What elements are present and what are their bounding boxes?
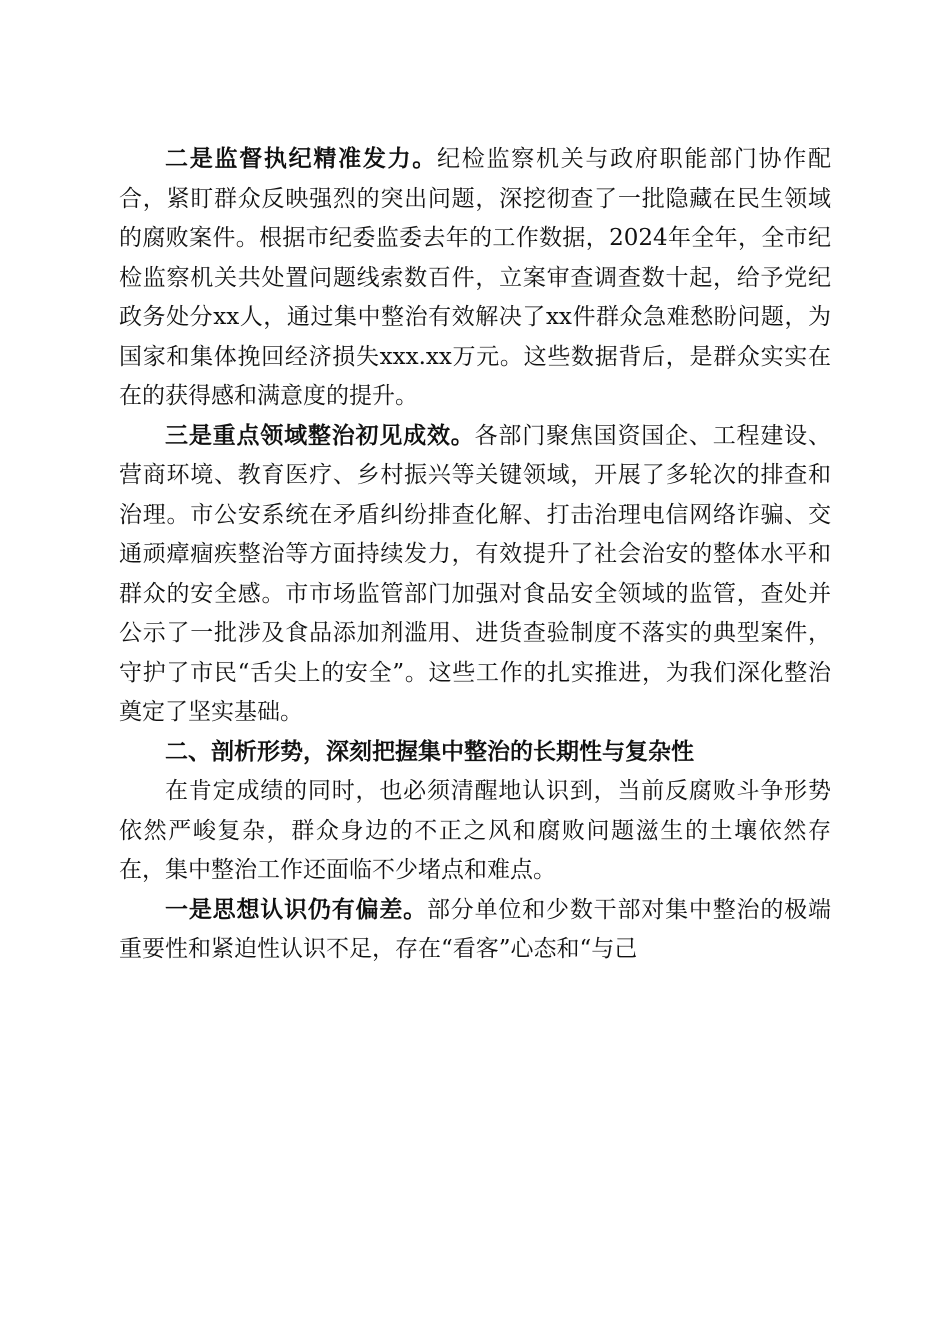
paragraph-lead: 一是思想认识仍有偏差。 [165,896,427,923]
paragraph-supervision [119,140,831,417]
paragraph-awareness [119,891,831,970]
paragraph-intro: 在肯定成绩的同时，也必须清醒地认识到，当前反腐败斗争形势依然严峻复杂，群众身边的不正之风和腐败问题滋生的土壤依然存在，集中整治工作还面临不少堵点和难点。 [119,778,831,883]
document-body [119,140,831,970]
section-heading: 二、剖析形势，深刻把握集中整治的长期性与复杂性 [165,738,694,765]
paragraph-text: 部分单位和少数干部对集中整治的极端重要性和紧迫性认识不足，存在“看客”心态和“与己 [119,896,832,962]
paragraph-key-areas [119,417,831,733]
paragraph-lead: 二是监督执纪精准发力。 [165,146,438,172]
paragraph-text: 各部门聚焦国资国企、工程建设、营商环境、教育医疗、乡村振兴等关键领域，开展了多轮次的排查和治理。市公安系统在矛盾纠纷排查化解、打击治理电信网络诈骗、交通顽瘴痼疾整治等方面持续发力，有效提升了社会治安的整体水平和群众的安全感。市市场监管部门加强对食品安全领域的监管，查处并公示了一批涉及食品添加剂滥用、进货查验制度不落实的典型案件，守护了市民“舌尖上的安全”。这些工作的扎实推进，为我们深化整治奠定了坚实基础。 [119,422,832,725]
paragraph-lead: 三是重点领域整治初见成效。 [165,422,475,449]
paragraph-text: 纪检监察机关与政府职能部门协作配合，紧盯群众反映强烈的突出问题，深挖彻查了一批隐藏在民生领域的腐败案件。根据市纪委监委去年的工作数据，2024年全年，全市纪检监察机关共处置问题线索数百件，立案审查调查数十起，给予党纪政务处分xx人，通过集中整治有效解决了xx件群众急难愁盼问题，为国家和集体挽回经济损失xxx.xx万元。这些数据背后，是群众实实在在的获得感和满意度的提升。 [119,146,832,409]
